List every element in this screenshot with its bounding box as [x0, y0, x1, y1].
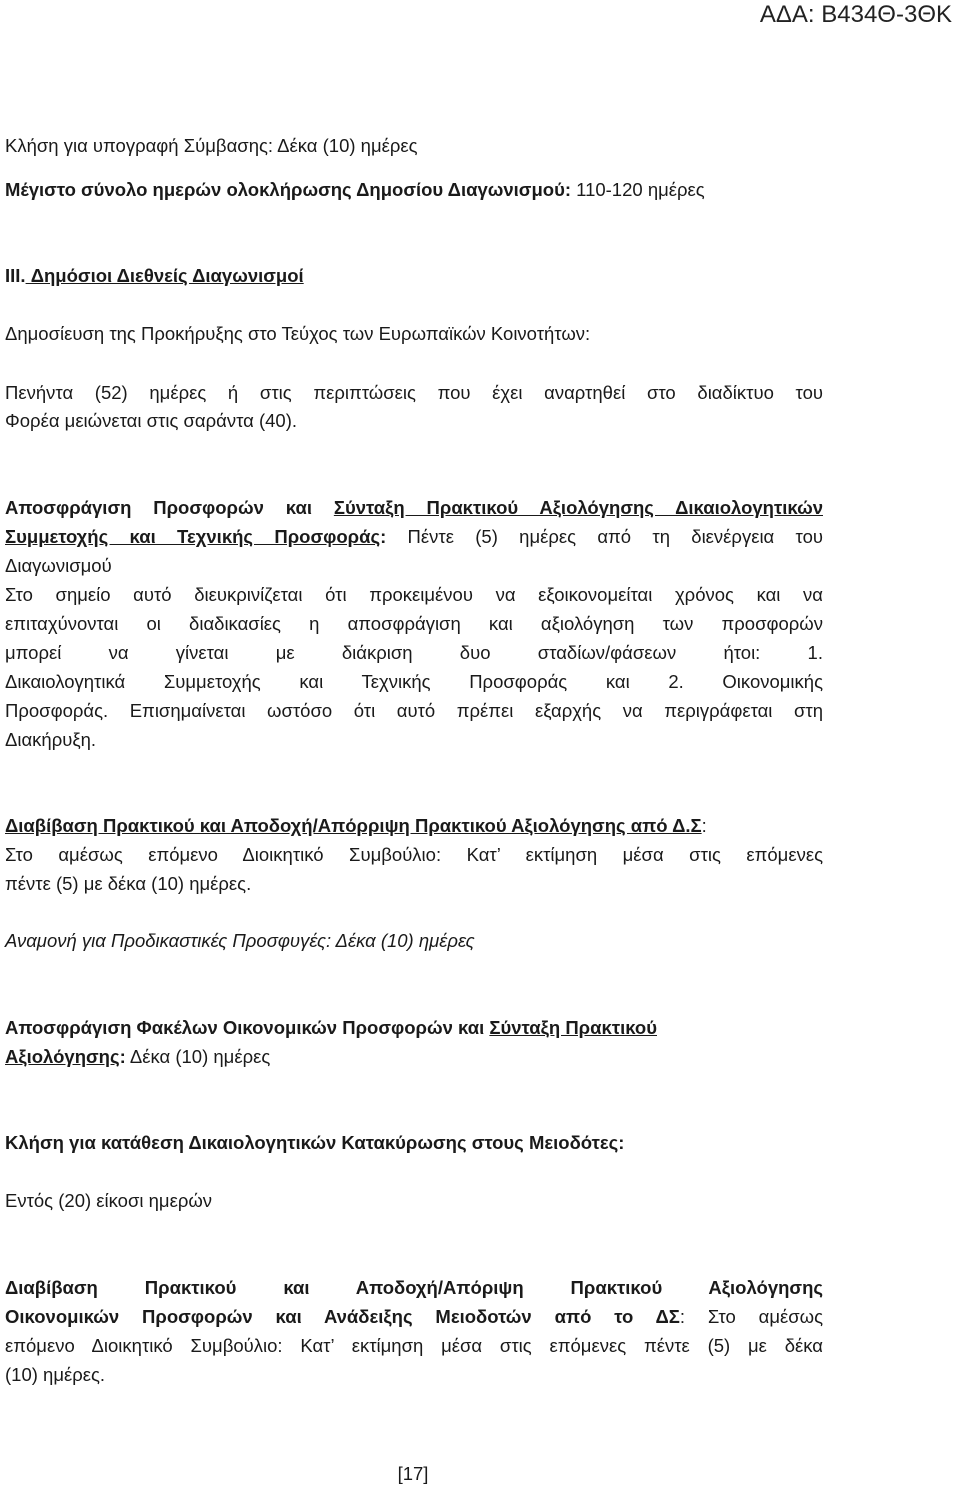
opening-offers-line-2: [5, 525, 823, 549]
competition-line: Διαγωνισμού: [5, 555, 112, 576]
clarification-line-2: επιταχύνονται οι διαδικασίες η αποσφράγιση και αξιολόγηση των προσφορών: [5, 613, 823, 634]
board-approval-heading: [5, 814, 823, 838]
final-approval-line-3: επόμενο Διοικητικό Συμβούλιο: Κατ’ εκτίμηση μέσα στις επόμενες πέντε (5) με δέκα: [5, 1335, 823, 1356]
technical-offer-label: Συμμετοχής και Τεχνικής Προσφοράς: [5, 526, 381, 547]
final-approval-line-2: [5, 1305, 823, 1329]
final-approval-line-1: [5, 1276, 823, 1300]
clarification-line-5: Προσφοράς. Επισημαίνεται ωστόσο ότι αυτό πρέπει εξαρχής να περιγράφεται στη: [5, 700, 823, 721]
award-docs-days: Εντός (20) είκοσι ημερών: [5, 1190, 213, 1211]
board-approval-line-1: Στο αμέσως επόμενο Διοικητικό Συμβούλιο: Κατ’ εκτίμηση μέσα στις επόμενες: [5, 844, 823, 865]
publication-line: Δημοσίευση της Προκήρυξης στο Τεύχος των Ευρωπαϊκών Κοινοτήτων:: [5, 323, 591, 344]
section-heading: [5, 264, 823, 288]
final-approval-label-2: Οικονομικών Προσφορών και Ανάδειξης Μειοδοτών από το ΔΣ: [5, 1306, 680, 1327]
final-approval-line-4: (10) ημέρες.: [5, 1364, 106, 1385]
board-approval-line-2: πέντε (5) με δέκα (10) ημέρες.: [5, 873, 252, 894]
five-days-text: Πέντε (5) ημέρες από τη διενέργεια του: [386, 526, 823, 547]
ada-code: ΑΔΑ: Β434Θ-3ΘΚ: [759, 1, 952, 28]
fifty-days-line: Πενήντα (52) ημέρες ή στις περιπτώσεις που έχει αναρτηθεί στο διαδίκτυο του: [5, 382, 823, 403]
opening-offers-line-1: [5, 496, 823, 520]
financial-report-label: Σύνταξη Πρακτικού: [489, 1017, 657, 1038]
final-approval-label-1: Διαβίβαση Πρακτικού και Αποδοχή/Απόριψη Πρακτικού Αξιολόγησης: [5, 1277, 823, 1298]
financial-opening-label: Αποσφράγιση Φακέλων Οικονομικών Προσφορών και: [5, 1017, 490, 1038]
opening-offers-label: Αποσφράγιση Προσφορών και: [5, 497, 334, 518]
colon: :: [119, 1046, 126, 1067]
clarification-line-6: Διακήρυξη.: [5, 729, 97, 750]
max-days-label: Μέγιστο σύνολο ημερών ολοκλήρωσης Δημοσίου Διαγωνισμού:: [5, 179, 572, 200]
financial-opening-line-1: [5, 1016, 823, 1040]
contract-signature-line: Κλήση για υπογραφή Σύμβασης: Δέκα (10) ημέρες: [5, 135, 418, 156]
final-approval-text: : Στο αμέσως: [679, 1306, 824, 1327]
evaluation-label: Αξιολόγησης: [5, 1046, 120, 1067]
appeals-wait-text: Αναμονή για Προδικαστικές Προσφυγές: Δέκα (10) ημέρες: [5, 930, 475, 951]
appeals-wait-line: [5, 929, 823, 953]
financial-opening-line-2: [5, 1045, 823, 1069]
clarification-line-3: μπορεί να γίνεται με διάκριση δυο σταδίων/φάσεων ήτοι: 1.: [5, 642, 823, 663]
forty-days-line: Φορέα μειώνεται στις σαράντα (40).: [5, 410, 297, 431]
section-title: Δημόσιοι Διεθνείς Διαγωνισμοί: [25, 265, 304, 286]
colon: :: [380, 526, 387, 547]
clarification-line-4: Δικαιολογητικά Συμμετοχής και Τεχνικής Προσφοράς και 2. Οικονομικής: [5, 671, 823, 692]
max-days-line: [5, 178, 823, 202]
page-number: [17]: [397, 1463, 429, 1484]
award-docs-heading: [5, 1131, 823, 1155]
award-docs-label: Κλήση για κατάθεση Δικαιολογητικών Κατακύρωσης στους Μειοδότες:: [5, 1132, 625, 1153]
colon: :: [701, 815, 707, 836]
board-approval-label: Διαβίβαση Πρακτικού και Αποδοχή/Απόρριψη Πρακτικού Αξιολόγησης από Δ.Σ: [5, 815, 702, 836]
clarification-line-1: Στο σημείο αυτό διευκρινίζεται ότι προκειμένου να εξοικονομείται χρόνος και να: [5, 584, 823, 605]
evaluation-report-label: Σύνταξη Πρακτικού Αξιολόγησης Δικαιολογητικών: [333, 497, 823, 518]
section-number: III.: [5, 265, 26, 286]
max-days-value: 110-120 ημέρες: [571, 179, 705, 200]
ten-days-text: Δέκα (10) ημέρες: [125, 1046, 271, 1067]
